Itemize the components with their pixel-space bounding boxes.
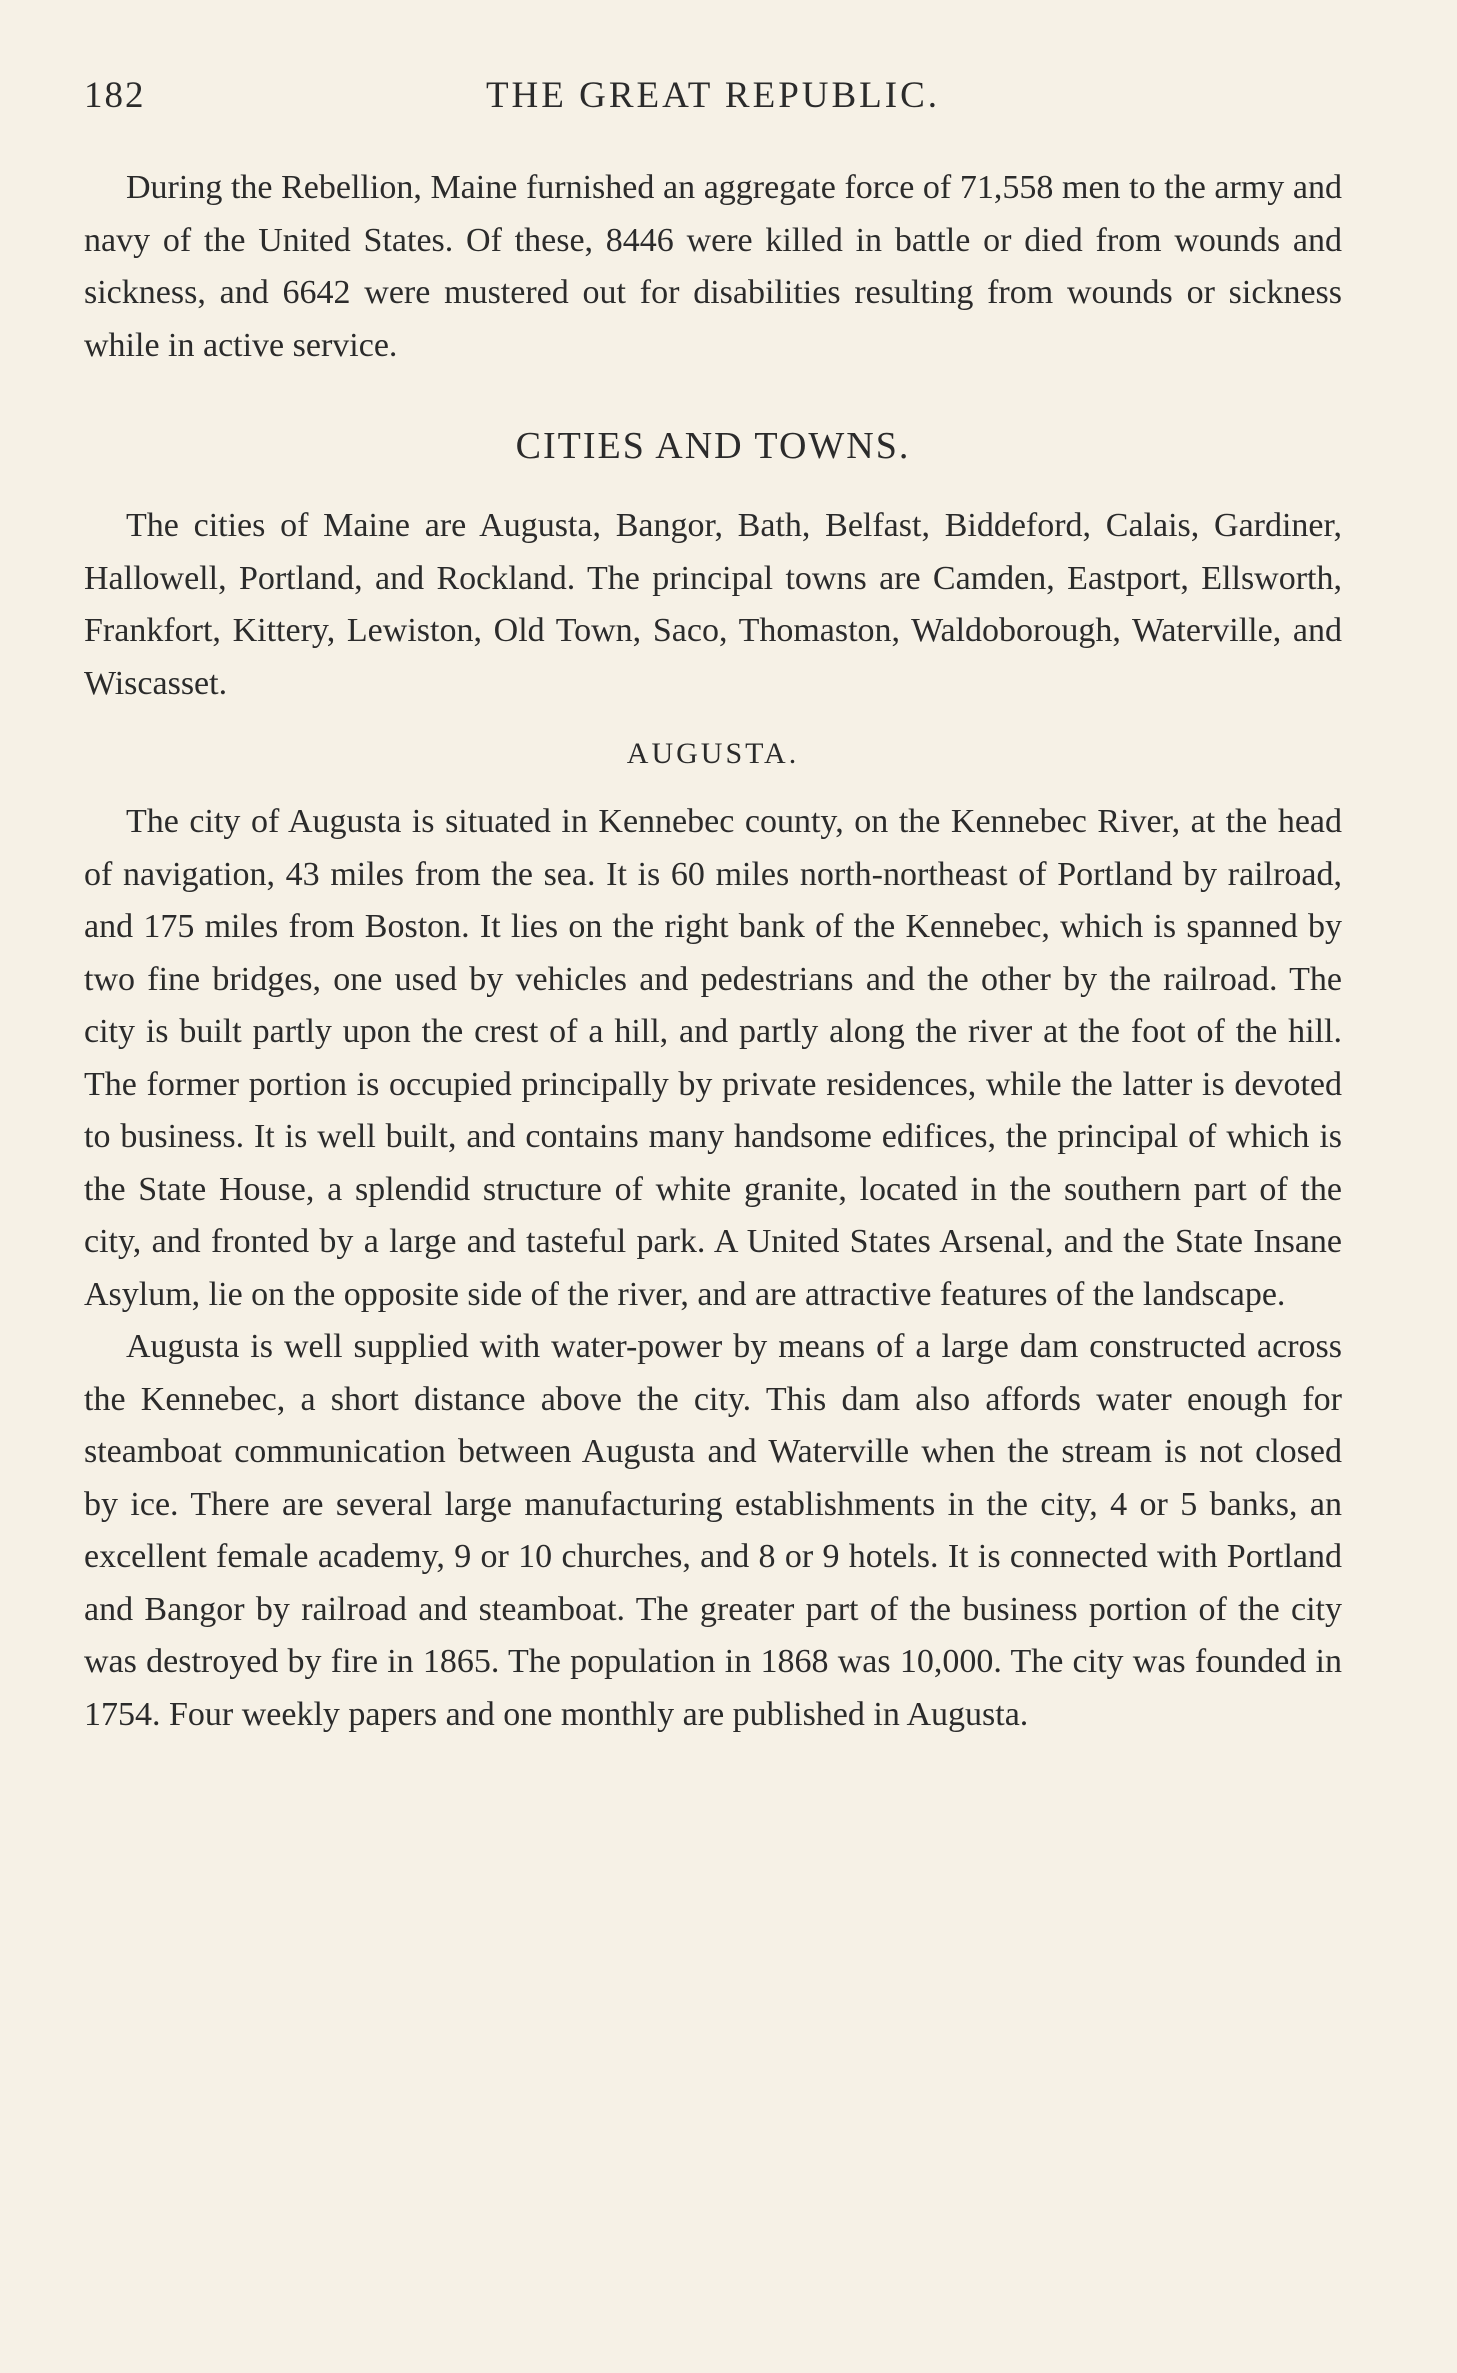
paragraph-cities: The cities of Maine are Augusta, Bangor, Bath, Belfast, Biddeford, Calais, Gardiner, Hallowell, Portland, and Rockland. The principal towns are Camden, Eastport, Ellsworth, Frankfort, Kittery, Lewiston, Old Town, Saco, Thomaston, Waldoborough, Waterville, and Wiscasset. [84,507,1342,702]
body-text [84,162,1342,1741]
subsection-heading-augusta: AUGUSTA. [626,737,800,770]
running-head [84,62,1342,122]
section-heading-cities-and-towns: CITIES AND TOWNS. [515,425,911,467]
book-page [84,62,1342,1741]
page-number: 182 [84,75,146,116]
running-title: THE GREAT REPUBLIC. [485,75,941,116]
paragraph-rebellion: During the Rebellion, Maine furnished an aggregate force of 71,558 men to the army and navy of the United States. Of these, 8446 were killed in battle or died from wounds and sickness, and 6642 were mustered out for disabilities resulting from wounds or sickness while in active service. [84,169,1342,364]
paragraph-augusta-description: The city of Augusta is situated in Kennebec county, on the Kennebec River, at the head of navigation, 43 miles from the sea. It is 60 miles north-northeast of Portland by railroad, and 175 miles from Boston. It lies on the right bank of the Kennebec, which is spanned by two fine bridges, one used by vehicles and pedestrians and the other by the railroad. The city is built partly upon the crest of a hill, and partly along the river at the foot of the hill. The former portion is occupied principally by private residences, while the latter is devoted to business. It is well built, and contains many handsome edifices, the principal of which is the State House, a splendid structure of white granite, located in the southern part of the city, and fronted by a large and tasteful park. A United States Arsenal, and the State Insane Asylum, lie on the opposite side of the river, and are attractive features of the landscape. [84,803,1342,1313]
paragraph-augusta-industry: Augusta is well supplied with water-power by means of a large dam constructed across the Kennebec, a short distance above the city. This dam also affords water enough for steamboat communication between Augusta and Waterville when the stream is not closed by ice. There are several large manufacturing establishments in the city, 4 or 5 banks, an excellent female academy, 9 or 10 churches, and 8 or 9 hotels. It is connected with Portland and Bangor by railroad and steamboat. The greater part of the business portion of the city was destroyed by fire in 1865. The population in 1868 was 10,000. The city was founded in 1754. Four weekly papers and one monthly are published in Augusta. [84,1328,1342,1733]
